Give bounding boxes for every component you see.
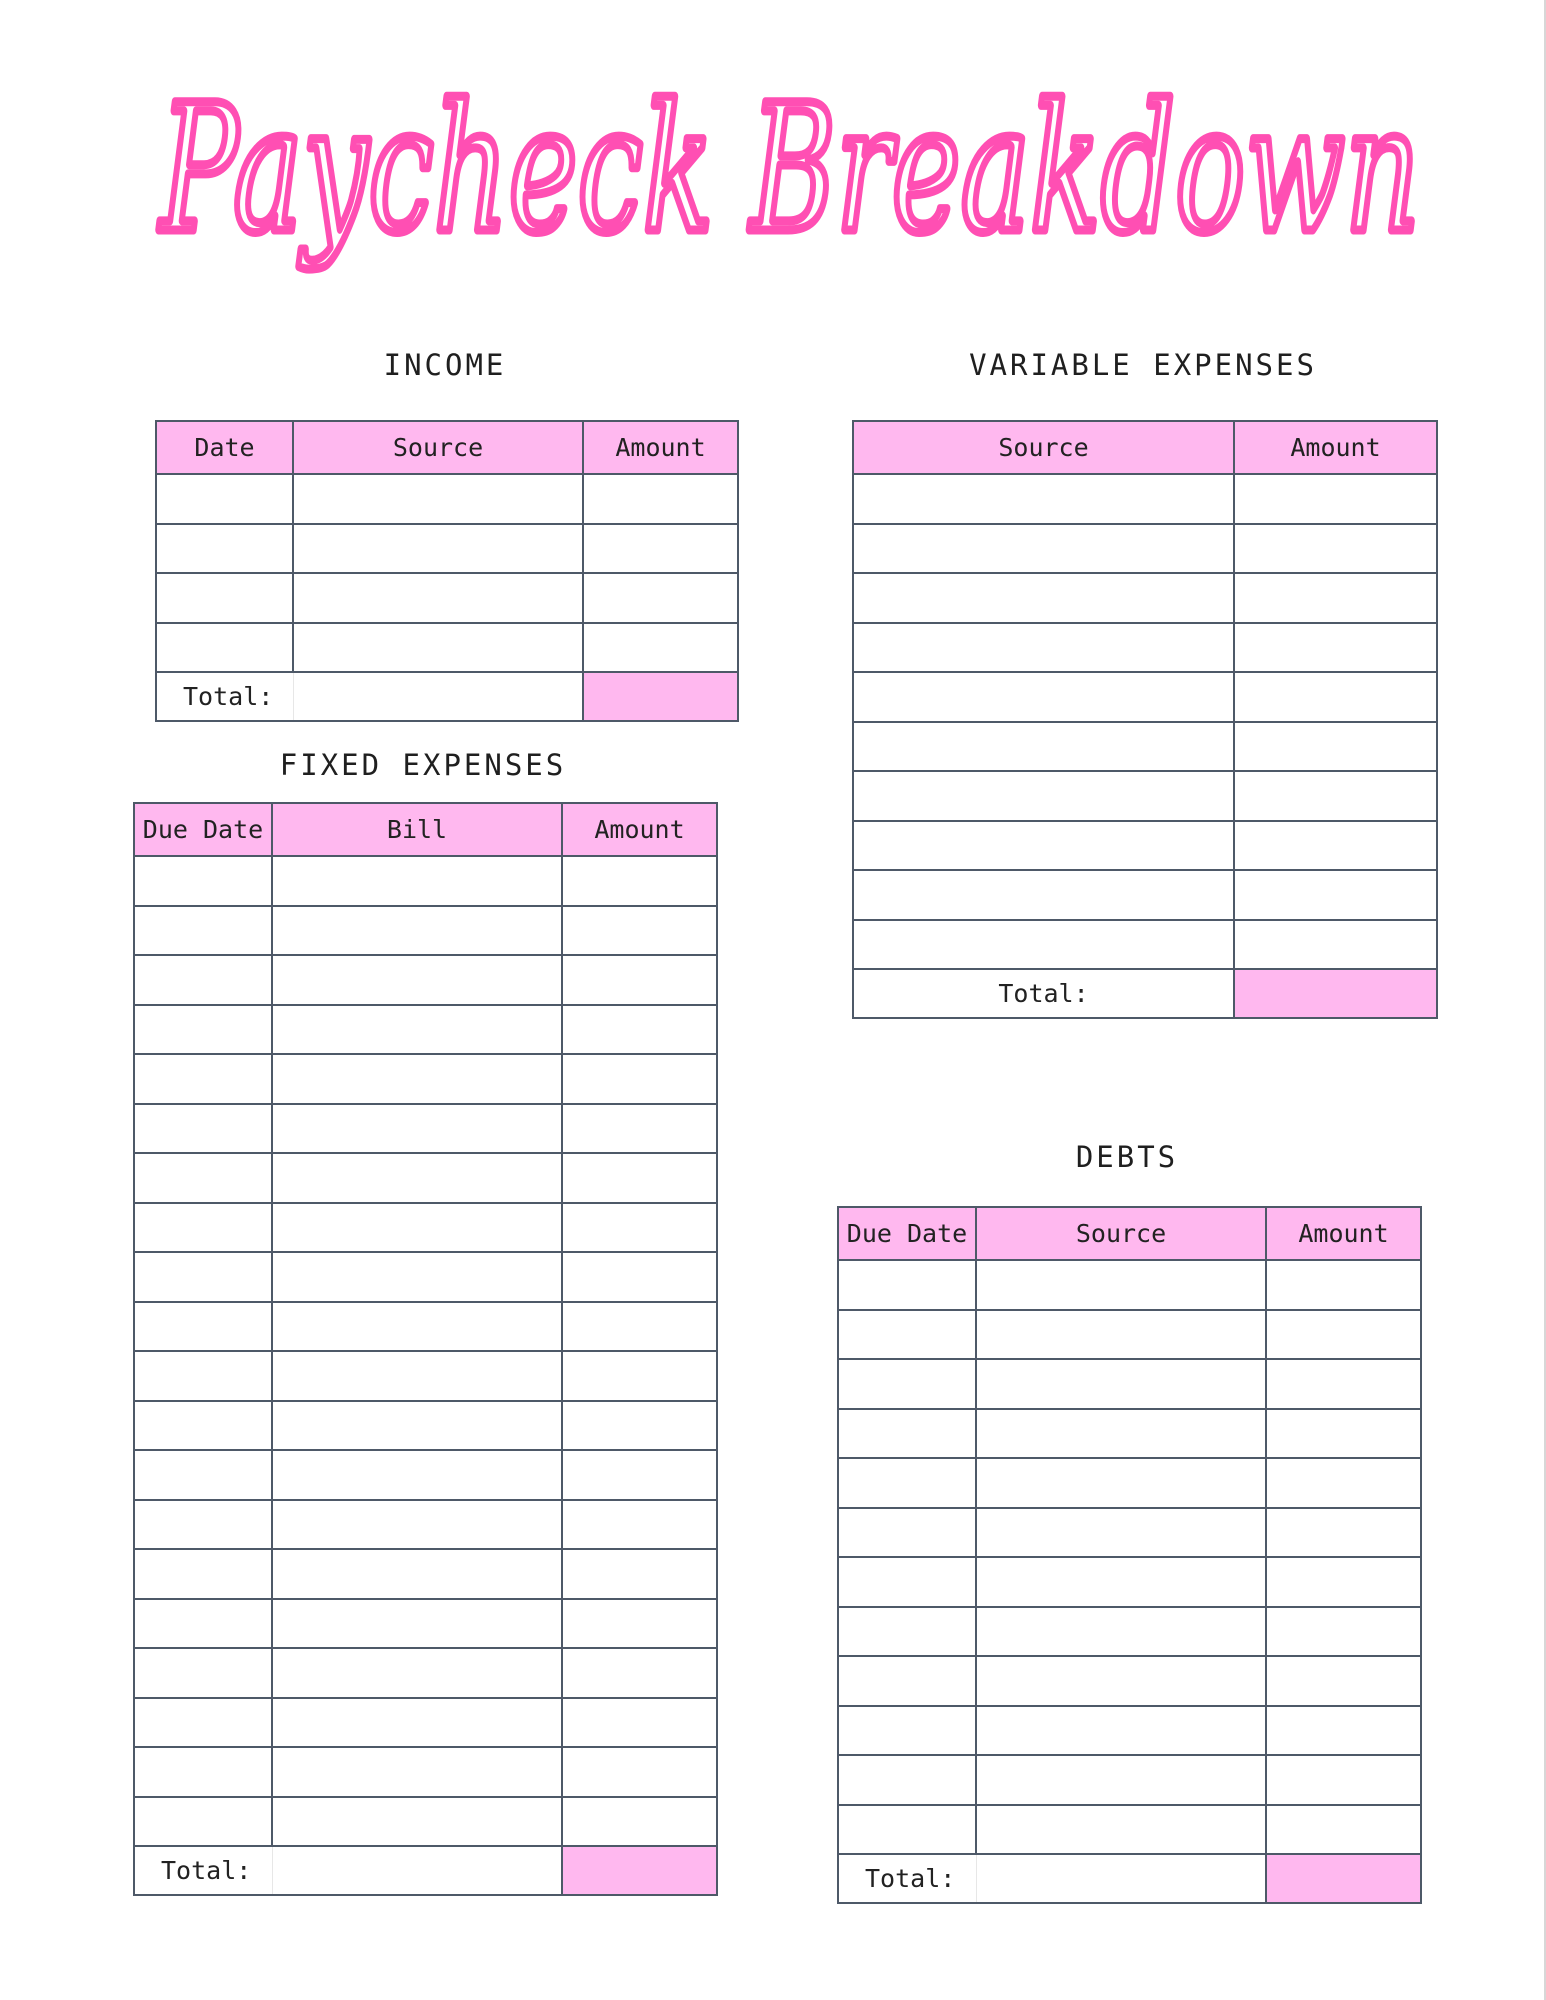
entry-cell[interactable]	[838, 1557, 976, 1607]
variable-expenses-total-amount-cell[interactable]	[1234, 969, 1437, 1018]
table-row	[134, 1450, 717, 1500]
entry-cell[interactable]	[838, 1805, 976, 1855]
entry-cell[interactable]	[976, 1310, 1266, 1360]
fixed-expenses-col-bill: Bill	[272, 803, 562, 856]
table-row	[838, 1260, 1421, 1310]
entry-cell[interactable]	[562, 1351, 717, 1401]
table-row	[134, 1252, 717, 1302]
entry-cell[interactable]	[1266, 1557, 1421, 1607]
table-row	[134, 1351, 717, 1401]
entry-cell[interactable]	[1266, 1805, 1421, 1855]
entry-cell[interactable]	[272, 1450, 562, 1500]
entry-cell[interactable]	[562, 1698, 717, 1748]
entry-cell[interactable]	[838, 1706, 976, 1756]
entry-cell[interactable]	[562, 955, 717, 1005]
table-row	[853, 821, 1437, 871]
variable-expenses-total-label: Total:	[853, 969, 1234, 1018]
entry-cell[interactable]	[272, 1351, 562, 1401]
table-row	[134, 1797, 717, 1847]
entry-cell[interactable]	[134, 1648, 272, 1698]
entry-cell[interactable]	[562, 1054, 717, 1104]
entry-cell[interactable]	[293, 524, 583, 574]
entry-cell[interactable]	[853, 870, 1234, 920]
debts-col-source: Source	[976, 1207, 1266, 1260]
entry-cell[interactable]	[134, 1153, 272, 1203]
entry-cell[interactable]	[1266, 1656, 1421, 1706]
table-row	[853, 771, 1437, 821]
entry-cell[interactable]	[562, 1599, 717, 1649]
entry-cell[interactable]	[134, 1549, 272, 1599]
table-row	[838, 1805, 1421, 1855]
income-header-row	[156, 421, 738, 474]
table-row	[853, 920, 1437, 970]
entry-cell[interactable]	[1234, 870, 1437, 920]
table-row	[156, 524, 738, 574]
entry-cell[interactable]	[1266, 1359, 1421, 1409]
fixed-expenses-header-row	[134, 803, 717, 856]
variable-expenses-heading: VARIABLE EXPENSES	[969, 348, 1317, 382]
entry-cell[interactable]	[583, 474, 738, 524]
debts-rows	[838, 1260, 1421, 1854]
entry-cell[interactable]	[562, 1203, 717, 1253]
entry-cell[interactable]	[853, 821, 1234, 871]
table-row	[838, 1607, 1421, 1657]
entry-cell[interactable]	[853, 722, 1234, 772]
entry-cell[interactable]	[1234, 821, 1437, 871]
table-row	[156, 623, 738, 673]
table-row	[853, 524, 1437, 574]
entry-cell[interactable]	[838, 1310, 976, 1360]
variable-expenses-col-source: Source	[853, 421, 1234, 474]
table-row	[853, 623, 1437, 673]
entry-cell[interactable]	[134, 1054, 272, 1104]
income-rows	[156, 474, 738, 672]
income-col-amount: Amount	[583, 421, 738, 474]
table-row	[134, 1054, 717, 1104]
entry-cell[interactable]	[1234, 524, 1437, 574]
entry-cell[interactable]	[272, 1549, 562, 1599]
entry-cell[interactable]	[134, 1401, 272, 1451]
table-row	[134, 1104, 717, 1154]
table-row	[838, 1706, 1421, 1756]
table-row	[134, 955, 717, 1005]
entry-cell[interactable]	[838, 1359, 976, 1409]
entry-cell[interactable]	[976, 1607, 1266, 1657]
entry-cell[interactable]	[853, 920, 1234, 970]
entry-cell[interactable]	[1266, 1508, 1421, 1558]
table-row	[838, 1656, 1421, 1706]
entry-cell[interactable]	[838, 1755, 976, 1805]
entry-cell[interactable]	[853, 771, 1234, 821]
entry-cell[interactable]	[976, 1656, 1266, 1706]
entry-cell[interactable]	[134, 1252, 272, 1302]
entry-cell[interactable]	[272, 1252, 562, 1302]
entry-cell[interactable]	[562, 1450, 717, 1500]
entry-cell[interactable]	[293, 623, 583, 673]
page-title	[150, 60, 1440, 310]
entry-cell[interactable]	[272, 955, 562, 1005]
entry-cell[interactable]	[1234, 672, 1437, 722]
entry-cell[interactable]	[156, 573, 293, 623]
entry-cell[interactable]	[562, 906, 717, 956]
debts-total-label: Total:	[838, 1854, 976, 1903]
entry-cell[interactable]	[976, 1805, 1266, 1855]
income-table	[155, 420, 739, 722]
entry-cell[interactable]	[1234, 623, 1437, 673]
table-row	[134, 1747, 717, 1797]
entry-cell[interactable]	[976, 1359, 1266, 1409]
debts-col-due-date: Due Date	[838, 1207, 976, 1260]
entry-cell[interactable]	[272, 1698, 562, 1748]
entry-cell[interactable]	[1234, 722, 1437, 772]
table-row	[853, 474, 1437, 524]
page-title-text: Paycheck Breakdown	[158, 67, 1421, 272]
entry-cell[interactable]	[1234, 771, 1437, 821]
entry-cell[interactable]	[272, 856, 562, 906]
variable-expenses-rows	[853, 474, 1437, 969]
entry-cell[interactable]	[1234, 573, 1437, 623]
entry-cell[interactable]	[562, 1252, 717, 1302]
entry-cell[interactable]	[272, 1302, 562, 1352]
entry-cell[interactable]	[1266, 1755, 1421, 1805]
fixed-expenses-total-amount-cell[interactable]	[562, 1846, 717, 1895]
entry-cell[interactable]	[853, 623, 1234, 673]
fixed-expenses-col-amount: Amount	[562, 803, 717, 856]
table-row	[134, 856, 717, 906]
entry-cell[interactable]	[156, 623, 293, 673]
income-col-date: Date	[156, 421, 293, 474]
entry-cell[interactable]	[1266, 1409, 1421, 1459]
entry-cell[interactable]	[272, 906, 562, 956]
table-row	[134, 1153, 717, 1203]
table-row	[853, 573, 1437, 623]
table-row	[134, 906, 717, 956]
entry-cell[interactable]	[562, 1302, 717, 1352]
entry-cell[interactable]	[156, 474, 293, 524]
entry-cell[interactable]	[838, 1656, 976, 1706]
entry-cell[interactable]	[976, 1755, 1266, 1805]
entry-cell[interactable]	[976, 1508, 1266, 1558]
variable-expenses-col-amount: Amount	[1234, 421, 1437, 474]
entry-cell[interactable]	[134, 1747, 272, 1797]
table-row	[156, 573, 738, 623]
income-total-amount-cell[interactable]	[583, 672, 738, 721]
entry-cell[interactable]	[134, 1599, 272, 1649]
entry-cell[interactable]	[134, 1797, 272, 1847]
entry-cell[interactable]	[562, 1648, 717, 1698]
debts-total-row	[838, 1854, 1421, 1903]
debts-heading: DEBTS	[1075, 1140, 1179, 1174]
entry-cell[interactable]	[976, 1557, 1266, 1607]
entry-cell[interactable]	[134, 856, 272, 906]
entry-cell[interactable]	[838, 1508, 976, 1558]
table-row	[853, 672, 1437, 722]
entry-cell[interactable]	[272, 1104, 562, 1154]
entry-cell[interactable]	[272, 1648, 562, 1698]
debts-total-amount-cell[interactable]	[1266, 1854, 1421, 1903]
variable-expenses-table	[852, 420, 1438, 1019]
entry-cell[interactable]	[562, 1005, 717, 1055]
entry-cell[interactable]	[562, 1549, 717, 1599]
income-total-row	[156, 672, 738, 721]
entry-cell[interactable]	[562, 1153, 717, 1203]
table-row	[134, 1005, 717, 1055]
entry-cell[interactable]	[838, 1607, 976, 1657]
entry-cell[interactable]	[272, 1401, 562, 1451]
table-row	[134, 1698, 717, 1748]
fixed-expenses-heading: FIXED EXPENSES	[279, 748, 567, 782]
debts-table	[837, 1206, 1422, 1904]
table-row	[134, 1549, 717, 1599]
entry-cell[interactable]	[976, 1260, 1266, 1310]
entry-cell[interactable]	[1266, 1260, 1421, 1310]
table-row	[134, 1500, 717, 1550]
table-row	[134, 1599, 717, 1649]
fixed-expenses-col-due-date: Due Date	[134, 803, 272, 856]
table-row	[838, 1508, 1421, 1558]
table-row	[134, 1302, 717, 1352]
fixed-expenses-table	[133, 802, 718, 1896]
income-total-spacer	[293, 672, 583, 721]
entry-cell[interactable]	[272, 1599, 562, 1649]
entry-cell[interactable]	[853, 474, 1234, 524]
table-row	[838, 1557, 1421, 1607]
entry-cell[interactable]	[134, 955, 272, 1005]
fixed-expenses-total-label: Total:	[134, 1846, 272, 1895]
entry-cell[interactable]	[853, 524, 1234, 574]
entry-cell[interactable]	[1266, 1607, 1421, 1657]
entry-cell[interactable]	[293, 573, 583, 623]
table-row	[134, 1648, 717, 1698]
entry-cell[interactable]	[583, 623, 738, 673]
entry-cell[interactable]	[134, 1104, 272, 1154]
entry-cell[interactable]	[134, 906, 272, 956]
entry-cell[interactable]	[976, 1706, 1266, 1756]
income-total-label: Total:	[156, 672, 293, 721]
table-row	[853, 722, 1437, 772]
fixed-expenses-total-row	[134, 1846, 717, 1895]
entry-cell[interactable]	[272, 1054, 562, 1104]
entry-cell[interactable]	[562, 856, 717, 906]
entry-cell[interactable]	[1234, 474, 1437, 524]
table-row	[156, 474, 738, 524]
entry-cell[interactable]	[838, 1260, 976, 1310]
entry-cell[interactable]	[562, 1500, 717, 1550]
entry-cell[interactable]	[272, 1797, 562, 1847]
table-row	[838, 1458, 1421, 1508]
entry-cell[interactable]	[1266, 1458, 1421, 1508]
entry-cell[interactable]	[1266, 1706, 1421, 1756]
income-col-source: Source	[293, 421, 583, 474]
entry-cell[interactable]	[583, 524, 738, 574]
table-row	[134, 1401, 717, 1451]
entry-cell[interactable]	[838, 1458, 976, 1508]
entry-cell[interactable]	[134, 1302, 272, 1352]
variable-expenses-total-row	[853, 969, 1437, 1018]
table-row	[838, 1755, 1421, 1805]
entry-cell[interactable]	[134, 1500, 272, 1550]
entry-cell[interactable]	[976, 1458, 1266, 1508]
fixed-expenses-total-spacer	[272, 1846, 562, 1895]
entry-cell[interactable]	[562, 1797, 717, 1847]
entry-cell[interactable]	[562, 1104, 717, 1154]
entry-cell[interactable]	[293, 474, 583, 524]
debts-header-row	[838, 1207, 1421, 1260]
entry-cell[interactable]	[134, 1351, 272, 1401]
entry-cell[interactable]	[272, 1500, 562, 1550]
entry-cell[interactable]	[272, 1153, 562, 1203]
entry-cell[interactable]	[272, 1005, 562, 1055]
table-row	[838, 1409, 1421, 1459]
entry-cell[interactable]	[134, 1450, 272, 1500]
entry-cell[interactable]	[1234, 920, 1437, 970]
variable-expenses-header-row	[853, 421, 1437, 474]
entry-cell[interactable]	[134, 1005, 272, 1055]
entry-cell[interactable]	[156, 524, 293, 574]
entry-cell[interactable]	[838, 1409, 976, 1459]
table-row	[838, 1310, 1421, 1360]
table-row	[134, 1203, 717, 1253]
entry-cell[interactable]	[1266, 1310, 1421, 1360]
entry-cell[interactable]	[134, 1203, 272, 1253]
entry-cell[interactable]	[976, 1409, 1266, 1459]
entry-cell[interactable]	[562, 1747, 717, 1797]
debts-total-spacer	[976, 1854, 1266, 1903]
entry-cell[interactable]	[583, 573, 738, 623]
entry-cell[interactable]	[272, 1203, 562, 1253]
debts-col-amount: Amount	[1266, 1207, 1421, 1260]
income-heading: INCOME	[383, 348, 507, 382]
entry-cell[interactable]	[853, 672, 1234, 722]
entry-cell[interactable]	[134, 1698, 272, 1748]
fixed-expenses-rows	[134, 856, 717, 1846]
table-row	[838, 1359, 1421, 1409]
table-row	[853, 870, 1437, 920]
entry-cell[interactable]	[562, 1401, 717, 1451]
entry-cell[interactable]	[272, 1747, 562, 1797]
entry-cell[interactable]	[853, 573, 1234, 623]
